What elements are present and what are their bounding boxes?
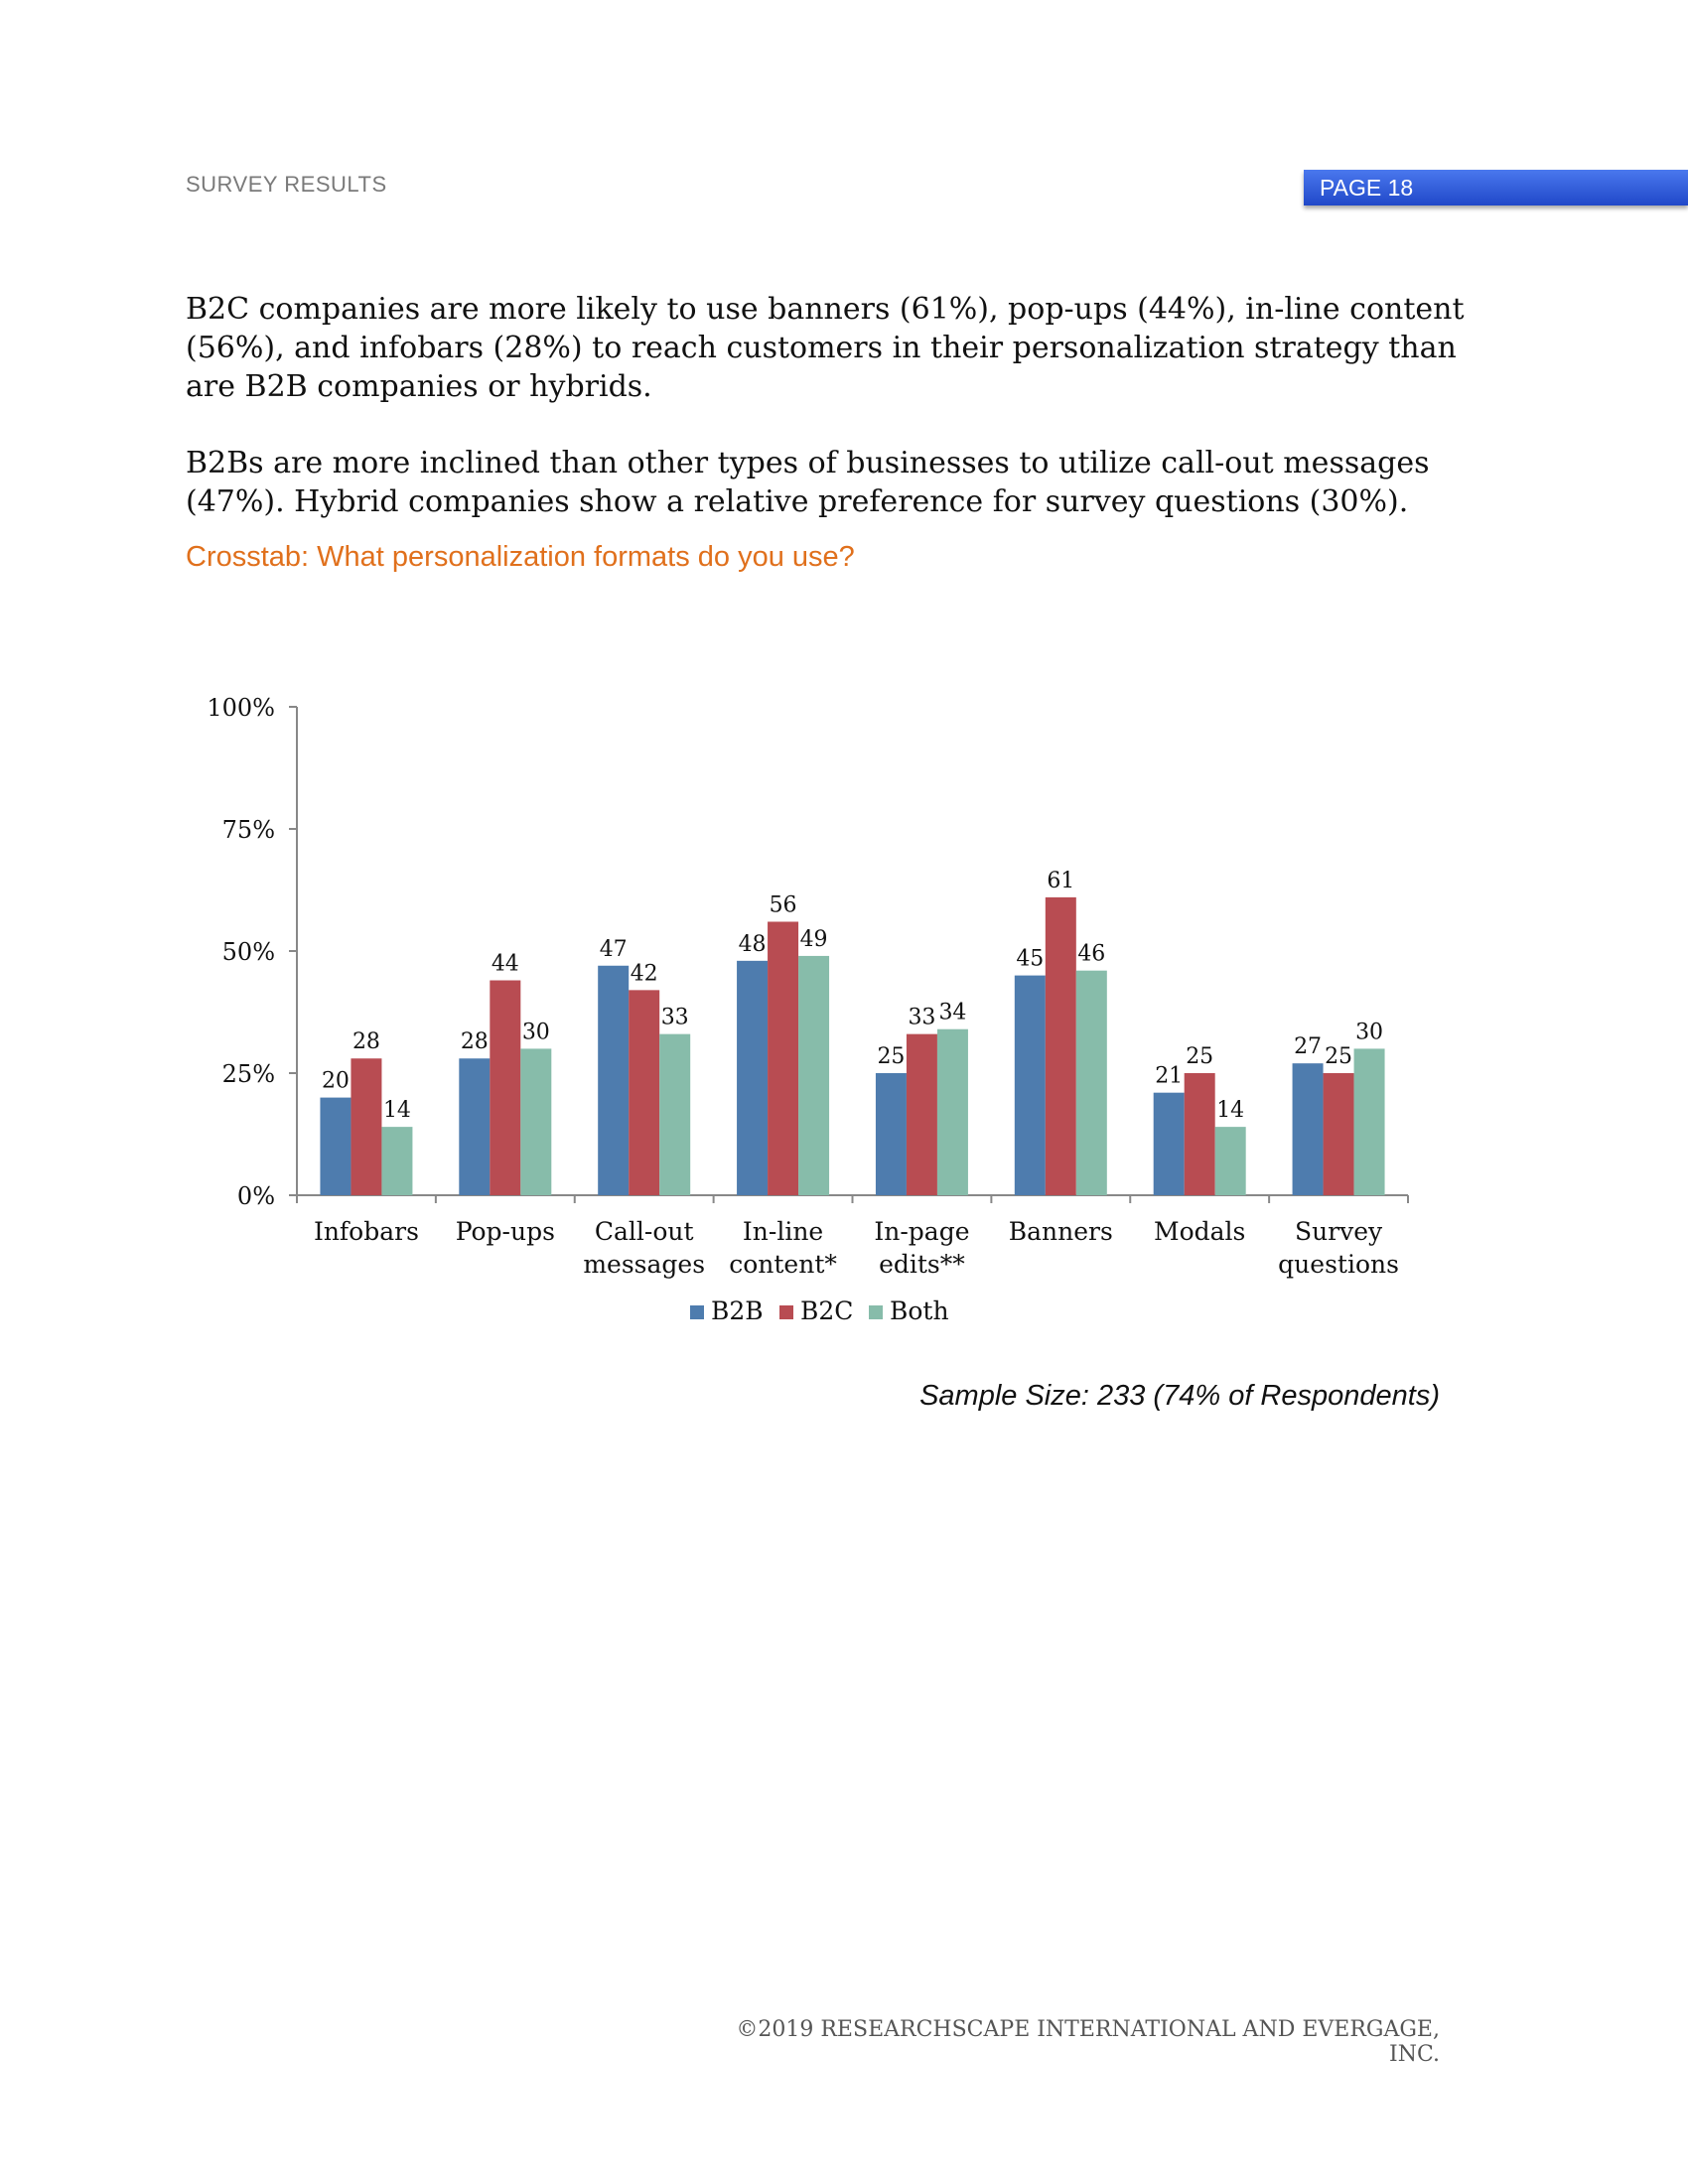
legend-swatch-b2c [779, 1305, 793, 1319]
bar-both [798, 956, 829, 1195]
bar-b2c [1046, 897, 1076, 1195]
bar-b2c [629, 990, 659, 1195]
paragraph-b2b: B2Bs are more inclined than other types of businesses to utilize call-out messages (47%). Hybrid companies show a relative preference for survey questions (30%). [186, 446, 1430, 519]
crosstab-title: Crosstab: What personalization formats do you use? [186, 541, 855, 573]
category-label: In-page [874, 1217, 970, 1246]
bar-b2b [598, 966, 629, 1195]
bar-both [1354, 1048, 1385, 1195]
legend-swatch-b2b [690, 1305, 704, 1319]
category-label: Survey [1294, 1217, 1383, 1246]
bar-b2b [1015, 976, 1046, 1195]
legend-label: B2C [800, 1297, 854, 1325]
bar-b2c [768, 921, 798, 1195]
data-label: 44 [491, 951, 519, 977]
data-label: 34 [938, 1000, 967, 1025]
data-label: 25 [1325, 1044, 1353, 1069]
y-tick-label: 50% [221, 938, 275, 966]
data-label: 25 [877, 1044, 906, 1069]
data-label: 21 [1155, 1063, 1184, 1089]
category-label: questions [1278, 1250, 1399, 1279]
category-label: messages [583, 1250, 706, 1279]
legend-swatch-both [869, 1305, 883, 1319]
category-label: Banners [1008, 1217, 1113, 1246]
data-label: 33 [908, 1005, 936, 1030]
bar-both [520, 1048, 551, 1195]
y-tick-label: 0% [236, 1182, 275, 1210]
page-number-tab: PAGE 18 [1304, 170, 1688, 205]
data-label: 20 [321, 1068, 350, 1094]
sample-size-note: Sample Size: 233 (74% of Respondents) [919, 1380, 1440, 1412]
category-label: In-line [742, 1217, 824, 1246]
category-label: Pop-ups [455, 1217, 555, 1246]
data-label: 56 [769, 892, 797, 918]
y-tick-label: 75% [221, 816, 275, 844]
category-label: content* [729, 1250, 837, 1279]
category-label: Modals [1153, 1217, 1246, 1246]
bar-b2b [320, 1098, 351, 1195]
bar-b2c [1324, 1073, 1354, 1195]
bar-b2b [1154, 1093, 1185, 1195]
data-label: 42 [630, 961, 658, 987]
data-label: 61 [1047, 868, 1075, 893]
data-label: 25 [1186, 1044, 1214, 1069]
bar-both [1076, 971, 1107, 1195]
data-label: 14 [382, 1098, 411, 1124]
data-label: 28 [460, 1029, 489, 1055]
bar-both [659, 1034, 690, 1195]
bar-both [937, 1029, 968, 1195]
section-header: SURVEY RESULTS [186, 172, 387, 197]
bar-b2c [907, 1034, 937, 1195]
data-label: 46 [1077, 941, 1106, 967]
data-label: 27 [1294, 1034, 1323, 1060]
bar-b2b [1293, 1063, 1324, 1195]
data-label: 30 [1355, 1020, 1384, 1045]
y-tick-label: 25% [221, 1060, 275, 1088]
bar-b2b [737, 961, 768, 1195]
category-label: Infobars [313, 1217, 419, 1246]
data-label: 33 [660, 1005, 689, 1030]
bar-b2b [876, 1073, 907, 1195]
data-label: 14 [1216, 1098, 1245, 1124]
paragraph-b2c: B2C companies are more likely to use banners (61%), pop-ups (44%), in-line content (56%), and infobars (28%) to reach customers in their personalization strategy than are B2B companies or hybrids. [186, 292, 1465, 404]
bar-b2b [459, 1058, 490, 1195]
bar-b2c [1185, 1073, 1215, 1195]
legend-label: Both [890, 1297, 949, 1325]
data-label: 28 [352, 1029, 380, 1055]
data-label: 30 [521, 1020, 550, 1045]
bar-both [381, 1127, 412, 1195]
data-label: 49 [799, 926, 828, 952]
data-label: 47 [599, 936, 628, 962]
bar-b2c [351, 1058, 381, 1195]
data-label: 45 [1016, 946, 1045, 972]
y-tick-label: 100% [207, 694, 275, 722]
legend-label: B2B [711, 1297, 764, 1325]
bar-both [1215, 1127, 1246, 1195]
data-label: 48 [738, 931, 767, 957]
bar-b2c [490, 981, 520, 1195]
category-label: Call-out [594, 1217, 694, 1246]
copyright-footer: ©2019 RESEARCHSCAPE INTERNATIONAL AND EVERGAGE, INC. [736, 2017, 1440, 2067]
category-label: edits** [879, 1250, 965, 1279]
